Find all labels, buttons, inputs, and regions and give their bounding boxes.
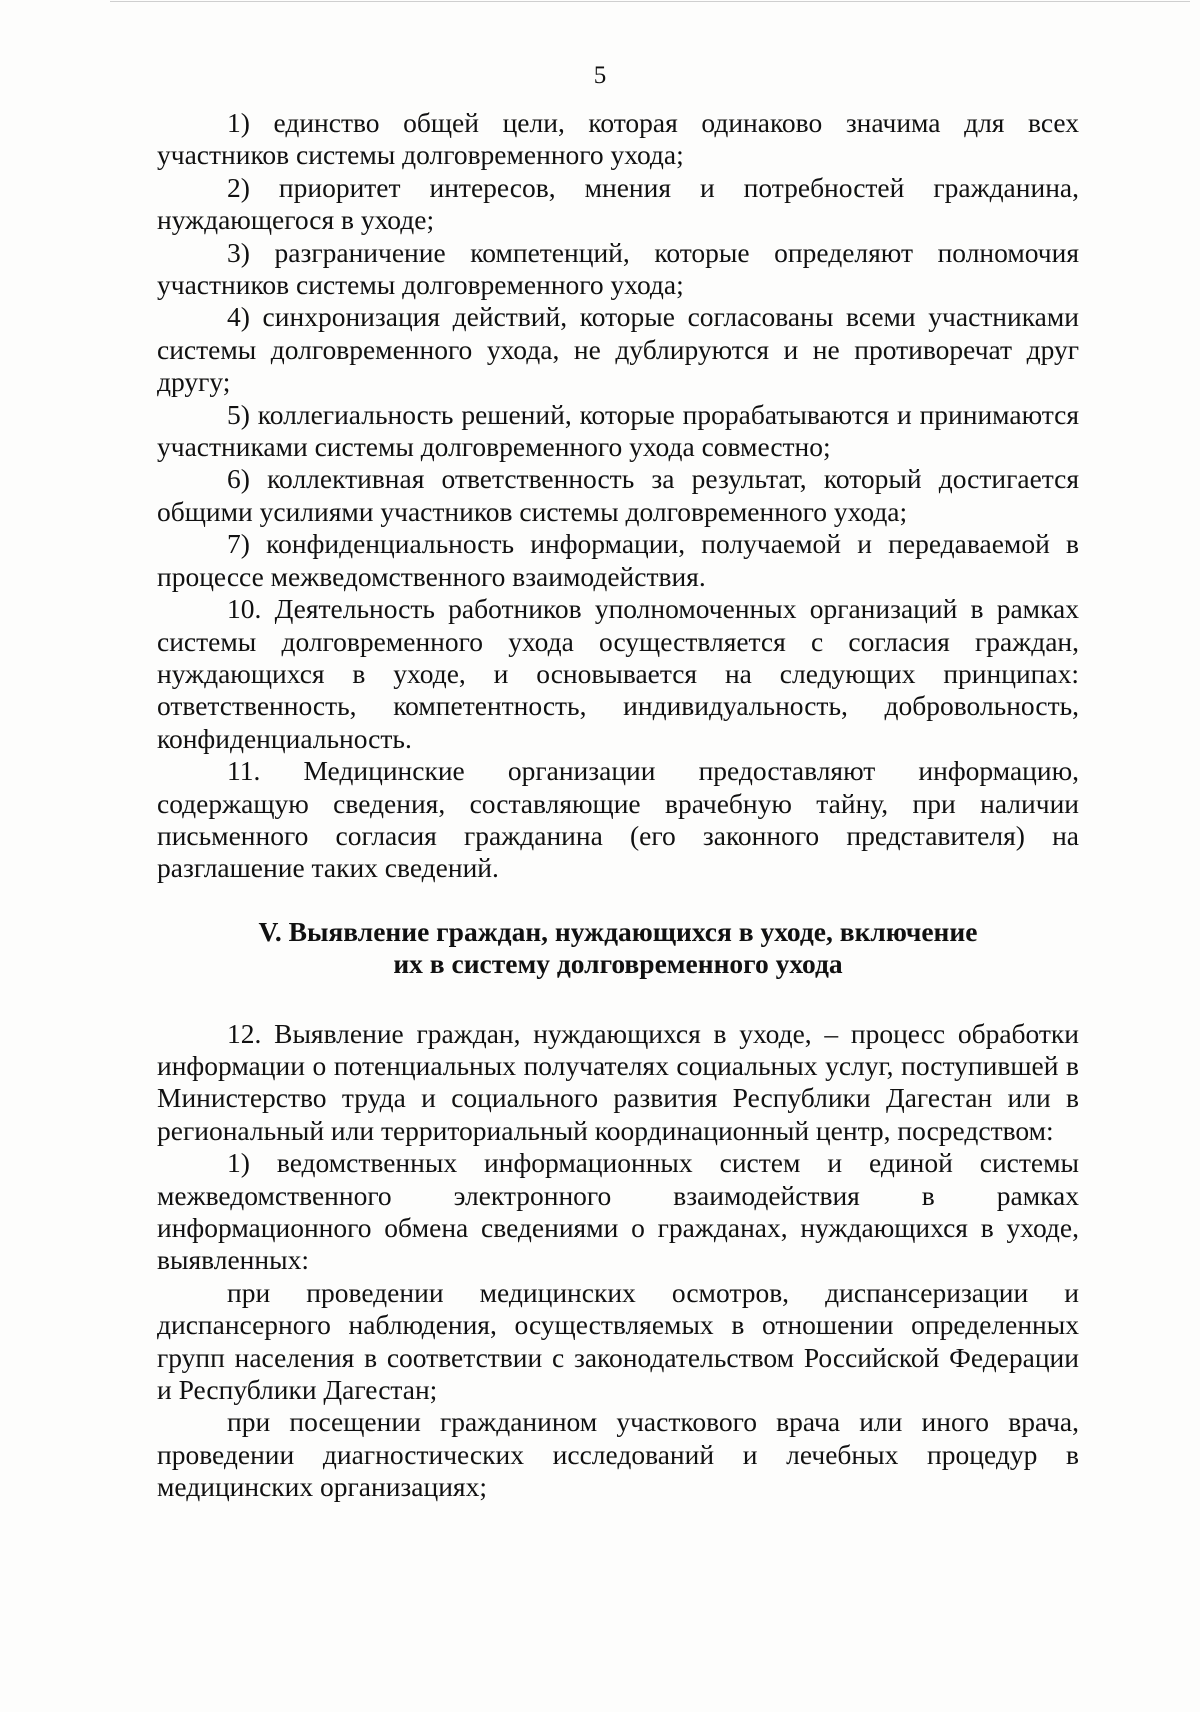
clause-12: 12. Выявление граждан, нуждающихся в уходе, – процесс обработки информации о потенциальных получателях социальных услуг, поступившей в Министерство труда и социального развития Республики Дагестан или в региональный или территориальный координационный центр, посредством: bbox=[157, 1017, 1079, 1146]
clause-12-subitem-medical-exams: при проведении медицинских осмотров, диспансеризации и диспансерного наблюдения, осуществляемых в отношении определенных групп населения в соответствии с законодательством Российской Федерации и Республики Дагестан; bbox=[157, 1276, 1079, 1406]
document-body bbox=[157, 107, 1079, 1504]
page-number: 5 bbox=[593, 62, 607, 89]
principle-item-6: 6) коллективная ответственность за результат, который достигается общими усилиями участников системы долговременного ухода; bbox=[157, 463, 1079, 527]
principle-item-1: 1) единство общей цели, которая одинаково значима для всех участников системы долговременного ухода; bbox=[157, 107, 1079, 171]
principle-item-3: 3) разграничение компетенций, которые определяют полномочия участников системы долговременного ухода; bbox=[157, 236, 1079, 301]
page-top-edge bbox=[110, 1, 1190, 2]
principle-item-2: 2) приоритет интересов, мнения и потребностей гражданина, нуждающегося в уходе; bbox=[157, 171, 1079, 236]
section-heading-line-2: их в систему долговременного ухода bbox=[393, 948, 843, 980]
clause-11: 11. Медицинские организации предоставляют информацию, содержащую сведения, составляющие врачебную тайну, при наличии письменного согласия гражданина (его законного представителя) на разглашение таких сведений. bbox=[157, 755, 1079, 884]
section-heading-line-1: V. Выявление граждан, нуждающихся в уходе, включение bbox=[258, 915, 978, 947]
principle-item-5: 5) коллегиальность решений, которые прорабатываются и принимаются участниками системы долговременного ухода совместно; bbox=[157, 398, 1079, 463]
principle-item-4: 4) синхронизация действий, которые согласованы всеми участниками системы долговременного ухода, не дублируются и не противоречат друг другу; bbox=[157, 301, 1079, 398]
clause-12-item-1: 1) ведомственных информационных систем и единой системы межведомственного электронного взаимодействия в рамках информационного обмена сведениями о гражданах, нуждающихся в уходе, выявленных: bbox=[157, 1147, 1079, 1276]
clause-10: 10. Деятельность работников уполномоченных организаций в рамках системы долговременного ухода осуществляется с согласия граждан, нуждающихся в уходе, и основывается на следующих принципах: ответственность, компетентность, индивидуальность, добровольность, конфиденциальность. bbox=[157, 593, 1079, 754]
clause-12-subitem-doctor-visits: при посещении гражданином участкового врача или иного врача, проведении диагностических исследований и лечебных процедур в медицинских организациях; bbox=[157, 1406, 1079, 1503]
principle-item-7: 7) конфиденциальность информации, получаемой и передаваемой в процессе межведомственного взаимодействия. bbox=[157, 528, 1079, 592]
section-heading bbox=[157, 916, 1079, 981]
